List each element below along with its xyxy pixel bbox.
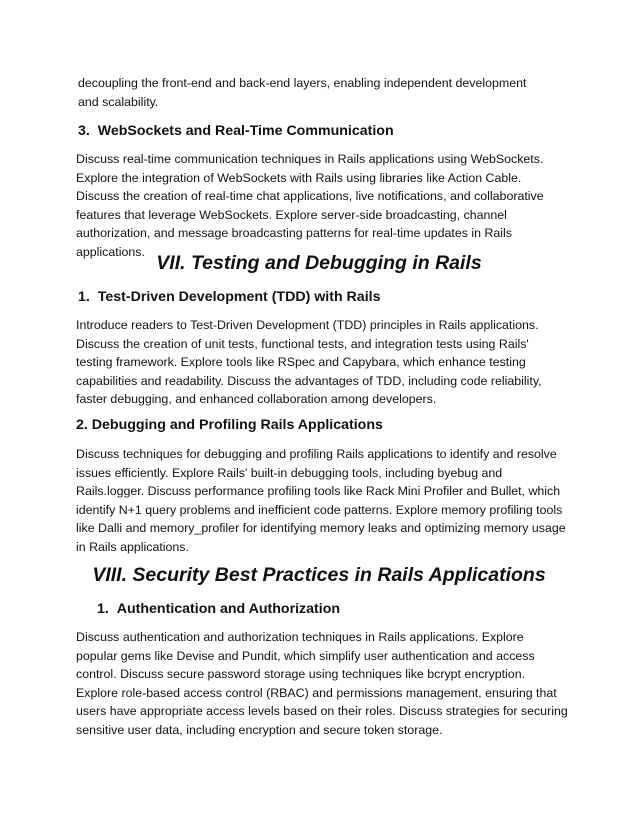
debug-body: Discuss techniques for debugging and profiling Rails applications to identify and resolve issues efficiently. Explore Rails' built-in debugging tools, including byebug and Rails.logger. Discuss performance profiling tools like Rack Mini Profiler and Bullet, which identify N+1 query problems and inefficient code patterns. Explore memory profiling tools like Dalli and memory_profiler for identifying memory leaks and optimizing memory usage in Rails applications. bbox=[76, 447, 566, 554]
part7-heading: VII. Testing and Debugging in Rails bbox=[156, 252, 482, 274]
tdd-heading-number: 1. bbox=[78, 289, 90, 305]
auth-heading bbox=[97, 600, 587, 618]
websockets-body: Discuss real-time communication techniques in Rails applications using WebSockets. Explore the integration of WebSockets with Rails using libraries like Action Cable. Discuss the creation of real-time chat applications, live notifications, and collaborative features that leverage WebSockets. Explore server-side broadcasting, channel authorization, and message broadcasting patterns for real-time updates in Rails applications. bbox=[76, 152, 544, 259]
auth-body: Discuss authentication and authorization techniques in Rails applications. Explore popular gems like Devise and Pundit, which simplify user authentication and access control. Discuss secure password storage using techniques like bcrypt encryption. Explore role-based access control (RBAC) and permissions management, ensuring that users have appropriate access levels based on their roles. Discuss strategies for securing sensitive user data, including encryption and secure token storage. bbox=[76, 630, 568, 737]
tdd-body: Introduce readers to Test-Driven Development (TDD) principles in Rails applications. Discuss the creation of unit tests, functional tests, and integration tests using Rails' testing framework. Explore tools like RSpec and Capybara, which enhance testing capabilities and readability. Discuss the advantages of TDD, including code reliability, faster debugging, and enhanced collaboration among developers. bbox=[76, 318, 542, 407]
debug-heading bbox=[76, 416, 566, 434]
auth-heading-number: 1. bbox=[97, 601, 109, 617]
intro-tail-paragraph: decoupling the front-end and back-end layers, enabling independent development and scalability. bbox=[78, 76, 527, 109]
tdd-heading bbox=[78, 288, 568, 306]
websockets-heading-number: 3. bbox=[78, 123, 90, 139]
websockets-heading bbox=[78, 122, 568, 140]
debug-heading-title: Debugging and Profiling Rails Applications bbox=[91, 417, 383, 433]
tdd-heading-title: Test-Driven Development (TDD) with Rails bbox=[97, 289, 381, 305]
part8-heading: VIII. Security Best Practices in Rails Applications bbox=[92, 564, 546, 586]
debug-heading-number: 2. bbox=[76, 417, 88, 433]
websockets-heading-title: WebSockets and Real-Time Communication bbox=[97, 123, 394, 139]
auth-heading-title: Authentication and Authorization bbox=[116, 601, 341, 617]
